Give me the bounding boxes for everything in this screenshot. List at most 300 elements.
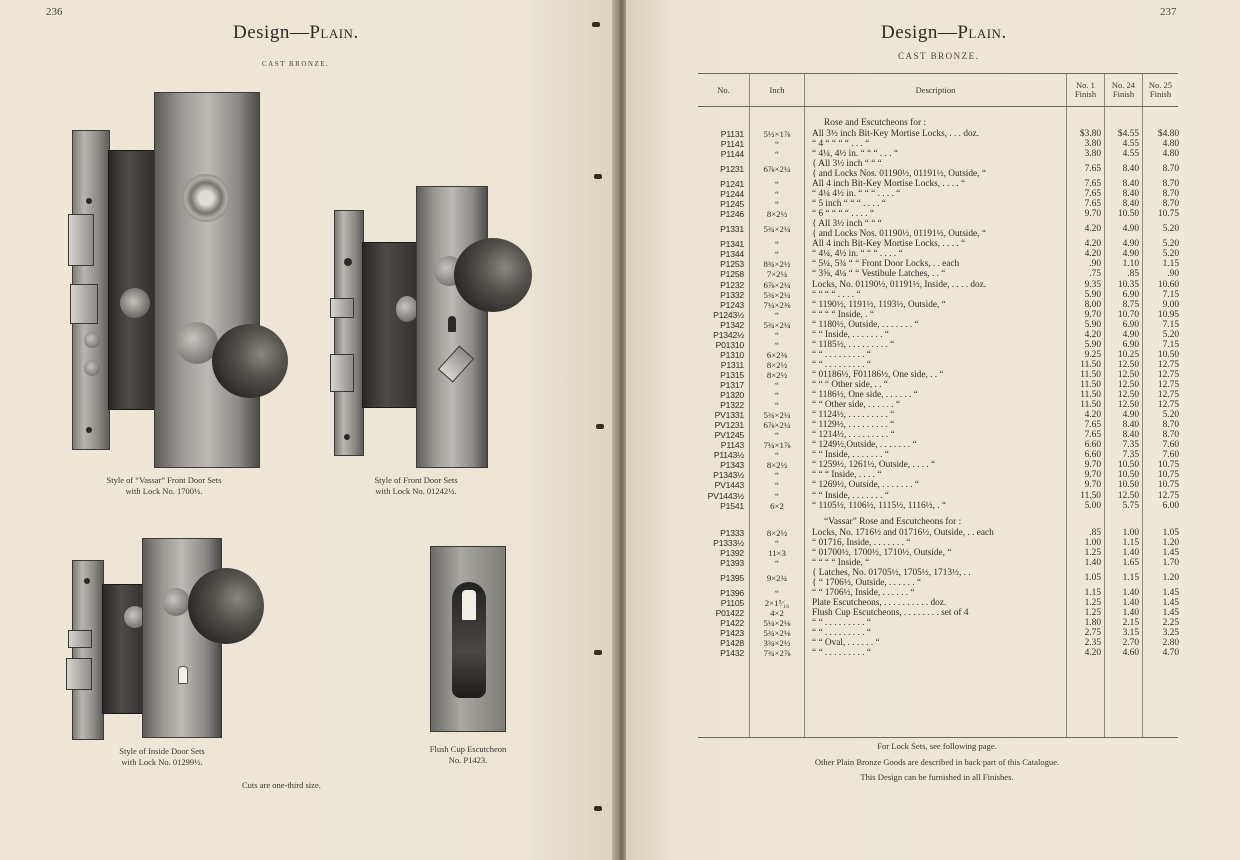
item-description: “ 1259½, 1261½, Outside, . . . . “ [812,460,936,471]
item-number: PV1231 [714,420,744,431]
page-title [881,22,1007,44]
latch-bolt [68,630,92,648]
front-door-set-illustration [330,186,540,466]
price-finish-24: $4.55 [1117,129,1139,139]
price-finish-24: 2.15 [1122,617,1139,628]
price-finish-1: 1.25 [1084,597,1101,608]
price-finish-25: 7.15 [1162,339,1179,350]
price-finish-24: 6.90 [1122,289,1139,300]
screw-hole [344,434,350,440]
binding-stitch [594,174,602,179]
item-description: “ “ . . . . . . . . . “ [812,648,871,659]
price-finish-25: 4.80 [1162,149,1179,160]
flush-cup-escutcheon-illustration [430,546,506,732]
item-number: P1393 [720,557,744,568]
item-description: “ 01186½, F01186½, One side, . . “ [812,369,944,380]
price-finish-1: 5.90 [1084,319,1101,330]
item-size: “ [775,329,779,340]
item-number: P1243 [720,299,744,310]
caption-inside [82,746,242,767]
caption-front [346,475,486,496]
item-size: 7¼×1⅞ [763,440,791,451]
price-finish-25: 1.45 [1162,607,1179,618]
price-finish-24: 1.15 [1122,572,1139,583]
item-description: “ 4¼ 4½ in. “ “ “ . . . . “ [812,189,901,200]
table-row [698,370,1178,380]
escutcheon-plate [154,92,260,468]
section-heading-text: Rose and Escutcheons for : [824,118,927,128]
item-number: P1141 [720,139,744,150]
item-size: 5½×1⅞ [763,129,791,139]
price-finish-1: 1.15 [1084,587,1101,598]
price-finish-25: 8.70 [1162,420,1179,431]
item-size: 6⅞×2¼ [763,279,791,290]
price-finish-25: 10.75 [1157,209,1179,220]
caption-line: Style of Inside Door Sets [119,746,205,756]
dead-bolt [66,658,92,690]
item-number: P1315 [720,369,744,380]
price-finish-1: 3.80 [1084,149,1101,160]
item-number: P1423 [720,627,744,638]
table-row [698,450,1178,460]
price-finish-24: 1.15 [1122,537,1139,548]
price-finish-25: 12.75 [1157,369,1179,380]
price-finish-1: 8.00 [1084,299,1101,310]
item-description: All 4 inch Bit-Key Mortise Locks, . . . . “ [812,179,966,190]
price-finish-1: 9.70 [1084,480,1101,491]
door-knob [188,568,264,644]
item-number: P1105 [720,597,744,608]
price-finish-1: 9.70 [1084,470,1101,481]
price-finish-25: 8.70 [1162,164,1179,175]
price-finish-24: 1.10 [1122,259,1139,270]
page-number: 236 [46,6,63,18]
header-line: No. 24 [1111,80,1136,91]
item-size: “ [775,199,779,210]
item-description: “ “ Inside, . . . . . . . “ [812,329,889,340]
price-finish-1: 6.60 [1084,450,1101,461]
price-finish-1: 11.50 [1080,390,1101,401]
footnote: Other Plain Bronze Goods are described in back part of this Catalogue. [814,757,1060,767]
item-size: 5¾×2¼ [763,410,791,421]
item-size: 3¾×2½ [763,638,791,649]
item-description: “ 1186½, One side, . . . . . . “ [812,390,918,401]
price-finish-24: 4.90 [1122,249,1139,260]
price-finish-25: 12.75 [1157,390,1179,401]
item-description: “ 01716, Inside, . . . . . . . “ [812,537,911,548]
item-description: “ “ “ Other side, . . “ [812,379,888,390]
item-number: PV1245 [714,430,744,441]
caption-vassar [76,475,252,496]
price-finish-24: 4.90 [1122,224,1139,235]
price-finish-1: 9.70 [1084,209,1101,220]
table-row [698,290,1178,300]
price-finish-25: 1.45 [1162,587,1179,598]
item-description: “ “ Other side, . . . . . . “ [812,400,901,411]
table-header [698,74,1178,107]
item-description: “ “ “ “ . . . . “ [812,289,861,300]
item-size: 5¼×2⅛ [763,617,791,628]
page-subtitle: CAST BRONZE. [898,51,980,61]
price-finish-24: 2.70 [1122,638,1139,649]
item-number: P1343½ [713,470,744,481]
caption-flush-cup [408,744,528,765]
table-row [698,548,1178,558]
lock-case [108,150,158,410]
item-description: “ “ Inside, . . . . . . . “ [812,490,889,501]
header-line: No. 1 [1076,80,1095,91]
vassar-front-door-set-illustration [66,92,296,472]
price-finish-25: 10.75 [1157,470,1179,481]
item-size: 5¾×2¼ [763,289,791,300]
item-description: “ 3⅝, 4¼ “ “ Vestibule Latches, . . “ [812,269,946,280]
item-size: “ [775,309,779,320]
price-finish-25: 3.25 [1162,627,1179,638]
item-size: “ [775,587,779,598]
header-finish-25 [1143,74,1178,106]
item-number: P1244 [720,189,744,200]
item-description: “ 01700½, 1700½, 1710½, Outside, “ [812,547,952,558]
price-finish-1: 11.50 [1080,379,1101,390]
table-row [698,538,1178,548]
table-row [698,638,1178,648]
item-description: “ “ “ “ Inside, “ [812,557,870,568]
item-number: P1258 [720,269,744,280]
item-number: P1245 [720,199,744,210]
item-description: Locks, No. 1716½ and 01716½, Outside, . . each [812,527,994,538]
item-size: “ [775,249,779,260]
price-finish-1: 4.20 [1084,239,1101,250]
price-finish-25: 5.20 [1162,224,1179,235]
lock-badge [120,288,150,318]
price-finish-25: 5.20 [1162,249,1179,260]
item-size: “ [775,557,779,568]
price-finish-1: 9.25 [1084,349,1101,360]
table-row [698,608,1178,618]
page-title [233,22,359,44]
item-size: 6⅞×2¼ [763,164,791,175]
price-finish-1: 5.90 [1084,289,1101,300]
table-row [698,189,1178,199]
item-number: P1143 [720,440,744,451]
item-number: P1343 [720,460,744,471]
price-finish-24: 1.00 [1122,527,1139,538]
title-main: Design— [881,22,958,43]
table-row [698,618,1178,628]
price-finish-1: 1.80 [1084,617,1101,628]
price-finish-25: 8.70 [1162,430,1179,441]
price-finish-24: 1.40 [1122,587,1139,598]
price-finish-1: 7.65 [1084,199,1101,210]
door-knob [454,238,532,312]
price-table [698,73,1178,738]
table-row [698,340,1178,350]
price-finish-25: 1.05 [1162,527,1179,538]
caption-line: Style of Front Door Sets [374,475,458,485]
item-description: “ 1185½, . . . . . . . . . “ [812,339,895,350]
screw-hole [86,198,92,204]
table-row [698,480,1178,490]
item-size: “ [775,490,779,501]
item-size: 11×3 [768,547,786,558]
item-description: “ 1249½,Outside, . . . . . . . “ [812,440,917,451]
keyhole [462,590,476,620]
item-number: P1342½ [713,329,744,340]
screw-hole [344,258,352,266]
table-row [698,310,1178,320]
price-finish-25: 10.75 [1157,460,1179,471]
price-finish-1: 11.50 [1080,490,1101,501]
item-size: 8×2½ [766,527,788,538]
inside-door-set-illustration [64,538,274,742]
caption-line: No. P1423. [448,754,488,765]
price-finish-25: 4.70 [1162,648,1179,659]
price-finish-24: 1.40 [1122,597,1139,608]
item-size: “ [775,149,779,160]
price-finish-24: 6.90 [1122,339,1139,350]
price-finish-1: 1.00 [1084,537,1101,548]
table-row [698,209,1178,219]
item-number: P1311 [720,359,744,370]
item-number: PV1443 [714,480,744,491]
item-description: “ 1124½, . . . . . . . . . “ [812,410,895,421]
price-finish-24: 12.50 [1117,379,1139,390]
title-main: Design— [233,22,310,43]
price-finish-25: 9.00 [1162,299,1179,310]
item-number: P1344 [720,249,744,260]
item-size: “ [775,239,779,250]
table-row [698,320,1178,330]
item-description: “ “ . . . . . . . . . “ [812,359,871,370]
price-finish-1: 4.20 [1084,329,1101,340]
keyhole [448,316,456,332]
price-finish-25: 10.50 [1157,349,1179,360]
price-finish-24: 4.60 [1122,648,1139,659]
binding-stitch [594,650,602,655]
item-number: P1342 [720,319,744,330]
item-number: P1322 [720,400,744,411]
price-finish-1: .90 [1089,259,1101,270]
description-line: { and Locks Nos. 01190½, 01191½, Outside, “ [812,169,986,180]
item-size: 2×1⁵⁄₁₆ [764,597,790,608]
header-line: Finish [1149,89,1172,99]
item-number: P1395 [720,572,744,583]
item-description: “ “ . . . . . . . . . “ [812,617,871,628]
item-size: “ [775,390,779,401]
item-size: “ [775,480,779,491]
header-description: Description [915,84,956,95]
item-size: “ [775,379,779,390]
price-finish-1: 1.05 [1084,572,1101,583]
item-size: 7¾×2⅞ [763,648,791,659]
price-finish-25: 7.15 [1162,289,1179,300]
item-description: All 3½ inch Bit-Key Mortise Locks, . . . doz. [812,129,980,139]
item-description: “ “ Oval, . . . . . . “ [812,638,880,649]
price-finish-25: 8.70 [1162,199,1179,210]
price-finish-1: 7.65 [1084,430,1101,441]
table-row [698,259,1178,269]
price-finish-25: 1.45 [1162,547,1179,558]
price-finish-24: 4.90 [1122,329,1139,340]
cylinder-rose [84,332,100,348]
item-number: P1232 [720,279,744,290]
table-row [698,648,1178,658]
caption-line: with Lock No. 01242½. [375,485,457,496]
footnote: For Lock Sets, see following page. [877,741,997,751]
price-finish-1: 1.40 [1084,557,1101,568]
item-description: Locks, No. 01190½, 01191½, Inside, . . . . doz. [812,279,987,290]
table-row [698,410,1178,420]
table-row [698,199,1178,209]
header-line: No. 25 [1148,80,1173,91]
price-finish-1: 7.65 [1084,189,1101,200]
price-finish-24: 8.40 [1122,199,1139,210]
price-finish-24: 8.40 [1122,164,1139,175]
price-finish-1: 4.20 [1084,410,1101,421]
item-number: P1396 [720,587,744,598]
price-finish-1: 11.50 [1080,400,1101,411]
price-finish-1: 4.20 [1084,648,1101,659]
table-row [698,501,1178,511]
item-size: 8¾×2½ [763,259,791,270]
item-number: P1341 [720,239,744,250]
header-no: No. [717,84,730,95]
lock-front-plate [334,210,364,456]
item-number: P1331 [720,224,744,235]
item-number: P1241 [720,179,744,190]
item-number: PV1443½ [707,490,744,501]
lock-front-plate [72,560,104,740]
table-row [698,390,1178,400]
price-finish-24: 4.55 [1122,139,1139,150]
price-finish-24: 1.40 [1122,547,1139,558]
item-number: P1246 [720,209,744,220]
item-description: “ 6 “ “ “ “ . . . . “ [812,209,874,220]
price-finish-24: 8.40 [1122,189,1139,200]
table-row [698,249,1178,259]
header-finish-24 [1105,74,1142,106]
table-row [698,350,1178,360]
item-number: P1392 [720,547,744,558]
item-size: “ [775,430,779,441]
item-number: P1432 [720,648,744,659]
price-finish-1: 9.35 [1084,279,1101,290]
section-rose-escutcheons [698,129,1178,511]
item-size: 5¾×2¼ [763,319,791,330]
price-finish-25: 7.60 [1162,440,1179,451]
description-line: { “ 1706½, Outside, . . . . . . “ [812,577,922,588]
section-heading-text: “Vassar” Rose and Escutcheons for : [824,516,962,527]
description-line: { and Locks Nos. 01190½, 01191½, Outside, “ [812,229,986,240]
price-finish-25: 12.75 [1157,359,1179,370]
item-number: P01422 [715,607,744,618]
price-finish-25: 12.75 [1157,490,1179,501]
page-subtitle: CAST BRONZE. [262,60,330,68]
table-row [698,628,1178,638]
item-description: Plate Escutcheons, . . . . . . . . . . doz. [812,597,947,608]
left-page [0,0,614,860]
price-finish-1: 4.20 [1084,224,1101,235]
item-number: P1320 [720,390,744,401]
table-row [698,491,1178,501]
item-size: 4×2 [770,607,784,618]
item-description: “ 1180½, Outside, . . . . . . . “ [812,319,919,330]
price-finish-25: 4.80 [1162,139,1179,150]
table-row [698,300,1178,310]
item-size: 6×2⅜ [766,349,788,360]
table-row [698,330,1178,340]
item-description: All 4 inch Bit-Key Mortise Locks, . . . . “ [812,239,966,250]
binding-stitch [596,424,604,429]
item-number: P1428 [720,638,744,649]
price-finish-24: 6.90 [1122,319,1139,330]
latch-bolt [68,214,94,266]
cuts-note: Cuts are one-third size. [242,780,321,790]
price-finish-1: 4.20 [1084,249,1101,260]
page-number: 237 [1160,6,1177,18]
item-size: 7¼×2⅜ [763,299,791,310]
item-size: “ [775,400,779,411]
table-body [698,118,1178,658]
price-finish-1: 6.60 [1084,440,1101,451]
price-finish-25: 1.20 [1162,537,1179,548]
item-description [812,219,1066,239]
price-finish-24: 4.90 [1122,410,1139,421]
door-knob [212,324,288,398]
price-finish-24: 8.40 [1122,420,1139,431]
item-description: “ 1269½, Outside, . . . . . . . “ [812,480,919,491]
price-finish-24: 10.50 [1117,209,1139,220]
header-finish-1 [1067,74,1104,106]
price-finish-1: 5.00 [1084,500,1101,511]
table-row [698,269,1178,279]
item-description: “ 1105½, 1106½, 1115½, 1116½, . “ [812,500,947,511]
price-finish-25: 1.45 [1162,597,1179,608]
header-line: Finish [1074,89,1097,99]
price-finish-24: 5.75 [1122,500,1139,511]
price-finish-1: 11.50 [1080,369,1101,380]
item-description: “ 1190½, 1191½, 1193½, Outside, “ [812,299,946,310]
price-finish-1: 7.65 [1084,164,1101,175]
price-finish-25: 2.25 [1162,617,1179,628]
price-finish-25: 7.60 [1162,450,1179,461]
price-finish-24: 10.70 [1117,309,1139,320]
item-description [812,568,1066,588]
price-finish-24: 10.50 [1117,480,1139,491]
keyhole [178,666,188,684]
price-finish-25: 8.70 [1162,179,1179,190]
table-row [698,380,1178,390]
price-finish-25: .90 [1167,269,1179,280]
section-heading [698,517,1178,528]
item-number: P1541 [720,500,744,511]
price-finish-25: 2.80 [1162,638,1179,649]
price-finish-24: 8.75 [1122,299,1139,310]
section-vassar-rose-escutcheons [698,528,1178,659]
item-size: 8×2½ [766,460,788,471]
title-small-caps: Plain. [309,22,359,43]
item-size: “ [775,537,779,548]
item-size: 8×2½ [766,209,788,220]
table-row [698,470,1178,480]
table-row [698,360,1178,370]
item-description: “ 1214½, . . . . . . . . . “ [812,430,895,441]
item-description: “ 4 “ “ “ “ . . . “ [812,139,870,150]
item-size: 5¾×2⅛ [763,627,791,638]
item-number: P1143½ [713,450,744,461]
price-finish-1: 7.65 [1084,179,1101,190]
price-finish-1: .75 [1089,269,1101,280]
